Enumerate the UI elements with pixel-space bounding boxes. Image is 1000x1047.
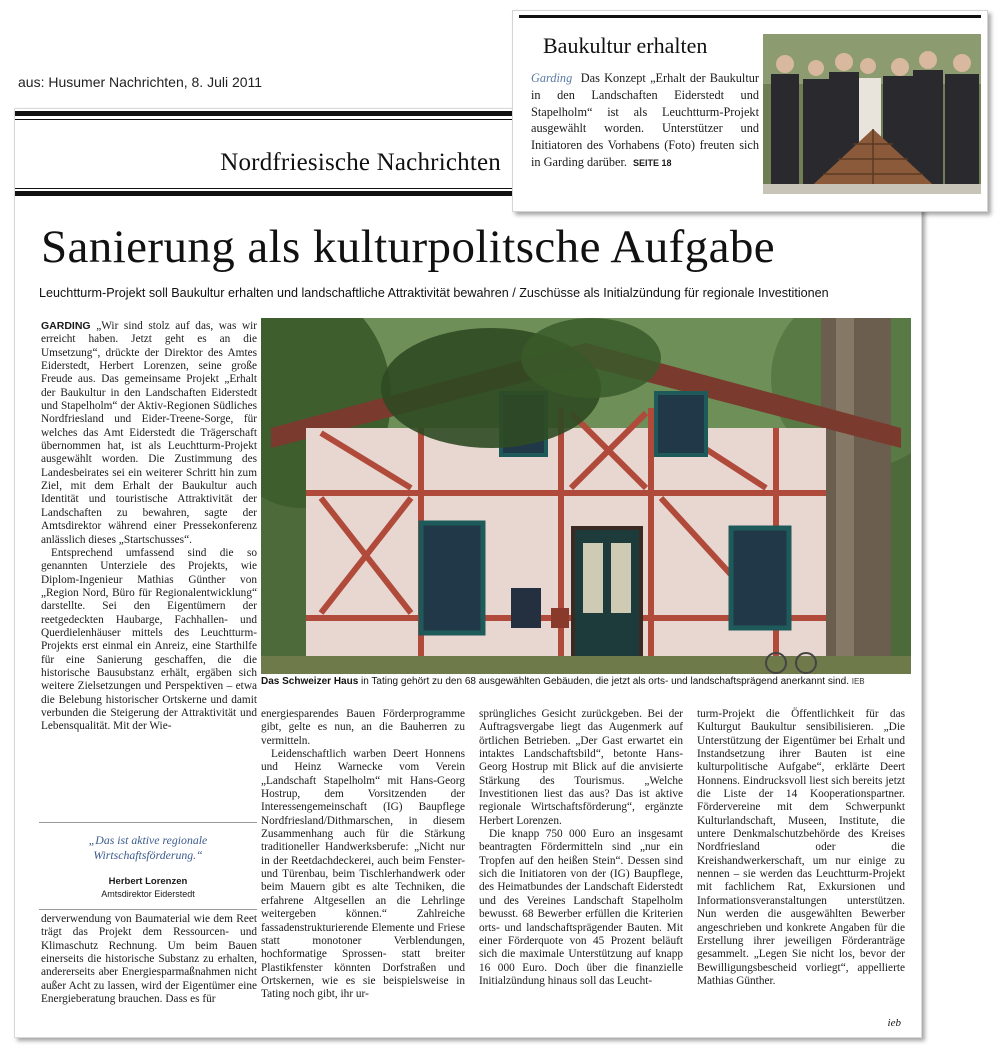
section-title: Nordfriesische Nachrichten [220,149,501,176]
schweizer-haus-image [261,318,911,674]
teaser-clipping [512,10,988,212]
paragraph: energiesparendes Bauen Förderprogramme gibt, gelte es nun, an die Bauherren zu vermitteln. [261,708,465,747]
pull-quote-name: Herbert Lorenzen [108,876,188,887]
article-clipping [14,108,922,1038]
article-column-3 [479,708,683,988]
teaser-title: Baukultur erhalten [543,33,708,58]
headline: Sanierung als kulturpolitsche Aufgabe [41,221,776,273]
pull-quote-role: Amtsdirektor Eiderstedt [101,889,195,899]
paragraph: GARDING „Wir sind stolz auf das, was wir erreicht haben. Jetzt geht es an die Umsetzung“, drückte der Direktor des Amtes Eiderstedt, Herbert Lorenzen, seine große Freude aus. Das gemeinsame Projekt „Erhalt der Baukultur in den Landschaften Eiderstedt und Stapelholm“ der Aktiv-Regionen Südliches Nordfriesland und Eider-Treene-Sorge, für welches das Amt Eiderstedt die Trägerschaft übernommen hat, ist als Leuchtturm-Projekt ausgewählt worden. Die Zustimmung des Landesbeirates sei ein weiterer Schritt hin zum Ziel, mit dem Erhalt der Baukultur auch Identität und touristische Attraktivität der Landschaften zu bewahren, sagte der Amtsdirektor während einer Pressekonferenz anlässlich dieses „Startschusses“. [41,320,257,546]
photo-caption: Das Schweizer Haus in Tating gehört zu den 68 ausgewählten Gebäuden, die jetzt als orts- und landschaftsprägend anerkannt sind. IEB [261,676,865,687]
paragraph: Die knapp 750 000 Euro an insgesamt beantragten Fördermitteln sind „nur ein Tropfen auf den heißen Stein“. Dessen sind sich die Initiatoren von der (IG) Baupflege, des Heimatbundes der Landschaft Eiderstedt und des Vereines Landschaft Stapelholm bewusst. 68 Bewerber erfüllen die Kriterien orts- und landschaftsprägender Bauten. Mit einer Förderquote von 45 Prozent beläuft sich die maximale Unterstützung auf knapp 16 000 Euro. Doch über die finanzielle Initialzündung hinaus soll das Leucht- [479,828,683,987]
source-note: aus: Husumer Nachrichten, 8. Juli 2011 [18,74,263,90]
teaser-place: Garding [531,71,573,85]
paragraph: turm-Projekt die Öffentlichkeit für das Kulturgut Baukultur sensibilisieren. „Die Unterstützung der Eigentümer bei Erhalt und Instandsetzung ihrer Bauten ist eine kulturpolitische Aufgabe“, erklärte Deert Honnens. Eindrucksvoll liest sich bereits jetzt die Liste der 14 Kooperationspartner. Fördervereine mit dem Schwerpunkt Kulturlandschaft, Museen, Institute, die untere Denkmalschutzbehörde des Kreises Nordfriesland oder die Kreishandwerkerschaft, um nur einige zu nennen – sie werden das Leuchtturm-Projekt mit fachlichem Rat, Exkursionen und Informationsveranstaltungen unterstützen. Nun werden die ausgewählten Bewerber angeschrieben und konkrete Angaben für die Erstellung ihrer jeweiligen Förderanträge gesammelt. „Legen Sie nicht los, bevor der Bewilligungsbescheid vorliegt“, appellierte Mathias Günther. [697,708,905,987]
paragraph: sprüngliches Gesicht zurückgeben. Bei der Auftragsvergabe liegt das Augenmerk auf örtlichen Betrieben. „Der Gast erwartet ein intaktes Landschaftsbild“, betonte Hans-Georg Hostrup mit Blick auf die anvisierte Stärkung des Tourismus. „Welche Investitionen liest das aus? Das ist aktive regionale Wirtschaftsförderung“, ergänzte Herbert Lorenzen. [479,708,683,827]
pull-quote [39,822,257,910]
group-photo-image [763,34,981,194]
article-column-2 [261,708,465,1002]
group-photo [763,34,981,194]
house-photo [261,318,911,674]
pull-quote-text: „Das ist aktive regionale Wirtschaftsförderung.“ [88,833,208,862]
article-column-1 [41,320,257,734]
teaser-text: Garding Das Konzept „Erhalt der Baukultur in den Landschaften Eiderstedt und Stapelholm“ ist als Leuchtturm-Projekt ausgewählt worden. Unterstützer und Initiatoren des Vorhabens (Foto) freuten sich in Garding darüber. SEITE 18 [531,71,759,169]
dateline: GARDING [41,320,91,332]
teaser-page-ref: SEITE 18 [632,157,672,168]
teaser-rule [519,15,981,18]
paragraph: Entsprechend umfassend sind die so genannten Unterziele des Projekts, wie Diplom-Ingenieur Mathias Günther von „Region Nord, Büro für Regionalentwicklung“ darstellte. Sei den Eigentümern der reetgedeckten Haubarge, Fachhallen- und Querdielenhäuser mittels des Leuchtturm-Projekts erst einmal ein Anreiz, eine Starthilfe für eine Sanierung geschaffen, die die historische Bausubstanz erhält, ergäben sich weitere Zielsetzungen und Perspektiven – etwa die Belebung historischer Ortskerne und damit verbunden die Steigerung der Attraktivität und Lebensqualität. Mit der Wie- [41,546,257,733]
article-column-4 [697,708,905,1030]
article-column-1-bottom [41,913,257,1006]
author-initials: ieb [887,1016,901,1029]
paragraph: derverwendung von Baumaterial wie dem Reet trägt das Projekt dem Ressourcen- und Klimaschutz Rechnung. Um beim Bauen einerseits die historische Substanz zu erhalten, andererseits aber Energiesparmaßnahmen nicht außer Acht zu lassen, wird der Eigentümer eine Energieberatung brauchen. Dass es für [41,913,257,1006]
paragraph: Leidenschaftlich warben Deert Honnens und Heinz Warnecke vom Verein „Landschaft Stapelholm“ mit Hans-Georg Hostrup, dem Vorsitzenden der Interessengemeinschaft (IG) Baupflege Nordfriesland/Dithmarschen, in diesem Zusammenhang auch für die Stärkung traditioneller Handwerksberufe: „Nicht nur in der Reetdachdeckerei, auch beim Fenster- und Türenbau, beim Tischlerhandwerk oder beim Mauern gibt es alte Techniken, die erfahrene Altgesellen an die Lehrlinge weitergeben können.“ Zahlreiche fassadenstrukturierende Elemente und Friese statt monotoner Verblendungen, hochformatige Sprossen- statt breiter Plastikfenster könnten Dorfstraßen und Ortskernen, wie es sie beispielsweise in Tating noch gibt, ihr ur- [261,748,465,1001]
photo-credit: IEB [851,677,865,686]
subheadline: Leuchtturm-Projekt soll Baukultur erhalten und landschaftliche Attraktivität bewahren / Zuschüsse als Initialzündung für regionale Investitionen [39,286,829,300]
